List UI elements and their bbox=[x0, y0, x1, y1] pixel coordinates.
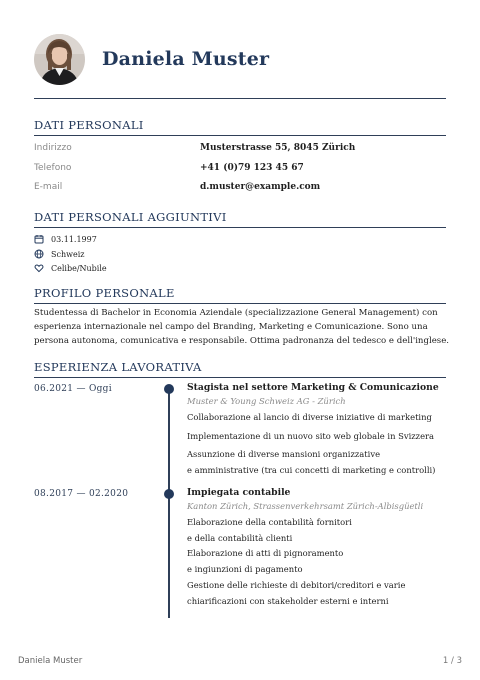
extra-row-birthdate bbox=[34, 233, 97, 245]
section-title-personal-extra: DATI PERSONALI AGGIUNTIVI bbox=[34, 210, 446, 228]
personal-row-address bbox=[34, 143, 446, 157]
task-line: Elaborazione della contabilità fornitori bbox=[187, 517, 352, 527]
task-line: Elaborazione di atti di pignoramento bbox=[187, 548, 344, 558]
task-line: e ingiunzioni di pagamento bbox=[187, 563, 303, 574]
address-value: Musterstrasse 55, 8045 Zürich bbox=[200, 143, 356, 153]
job-task bbox=[187, 410, 432, 426]
job-employer: Kanton Zürich, Strassenverkehrsamt Zürich-Albisgüetli bbox=[187, 501, 424, 511]
profile-text bbox=[34, 306, 450, 349]
calendar-icon bbox=[34, 234, 44, 244]
profile-line: Studentessa di Bachelor in Economia Aziendale (specializzazione General Management) con bbox=[34, 308, 438, 318]
task-line: chiarificazioni con stakeholder esterni e interni bbox=[187, 595, 389, 606]
email-label: E-mail bbox=[34, 182, 63, 192]
cv-name: Daniela Muster bbox=[102, 48, 270, 70]
section-title-experience: ESPERIENZA LAVORATIVA bbox=[34, 360, 446, 378]
globe-icon bbox=[34, 249, 44, 259]
job-dates: 06.2021 — Oggi bbox=[34, 384, 112, 394]
extra-row-civil-status bbox=[34, 262, 107, 274]
page-indicator: 1 / 3 bbox=[442, 656, 462, 666]
job-title: Impiegata contabile bbox=[187, 487, 291, 498]
address-label: Indirizzo bbox=[34, 143, 72, 153]
profile-line: esperienza internazionale nel campo del Branding, Marketing e Comunicazione. Sono una bbox=[34, 322, 428, 333]
phone-label: Telefono bbox=[34, 163, 72, 173]
cv-header bbox=[34, 33, 269, 85]
task-line: e della contabilità clienti bbox=[187, 532, 293, 543]
footer-name: Daniela Muster bbox=[18, 656, 83, 666]
phone-value: +41 (0)79 123 45 67 bbox=[200, 163, 304, 173]
timeline-dot bbox=[164, 384, 174, 394]
email-value: d.muster@example.com bbox=[200, 182, 321, 192]
section-title-personal: DATI PERSONALI bbox=[34, 118, 446, 136]
heart-icon bbox=[34, 263, 44, 273]
task-line: e amministrative (tra cui concetti di marketing e controlli) bbox=[187, 464, 436, 475]
nationality-text: Schweiz bbox=[51, 249, 85, 259]
timeline-line bbox=[168, 390, 170, 618]
extra-row-nationality bbox=[34, 248, 84, 260]
job-title: Stagista nel settore Marketing & Comunicazione bbox=[187, 382, 439, 393]
section-title-profile: PROFILO PERSONALE bbox=[34, 286, 446, 304]
job-task bbox=[187, 578, 405, 609]
job-task bbox=[187, 546, 343, 577]
personal-row-phone bbox=[34, 163, 446, 177]
personal-row-email bbox=[34, 182, 446, 196]
job-dates: 08.2017 — 02.2020 bbox=[34, 489, 129, 499]
timeline-dot bbox=[164, 489, 174, 499]
profile-line: persona autonoma, comunicativa e responsabile. Ottima padronanza del tedesco e dell'inglese. bbox=[34, 336, 450, 347]
job-employer: Muster & Young Schweiz AG - Zürich bbox=[187, 396, 346, 406]
civil-status-text: Celibe/Nubile bbox=[51, 263, 107, 273]
task-line: Collaborazione al lancio di diverse iniziative di marketing bbox=[187, 412, 432, 422]
job-task bbox=[187, 515, 352, 546]
job-task bbox=[187, 447, 435, 478]
task-line: Assunzione di diverse mansioni organizzative bbox=[187, 449, 381, 459]
task-line: Implementazione di un nuovo sito web globale in Svizzera bbox=[187, 431, 435, 441]
job-task bbox=[187, 429, 434, 445]
task-line: Gestione delle richieste di debitori/creditori e varie bbox=[187, 580, 406, 590]
birthdate-text: 03.11.1997 bbox=[51, 234, 97, 244]
header-divider bbox=[34, 98, 446, 99]
avatar bbox=[34, 34, 85, 85]
